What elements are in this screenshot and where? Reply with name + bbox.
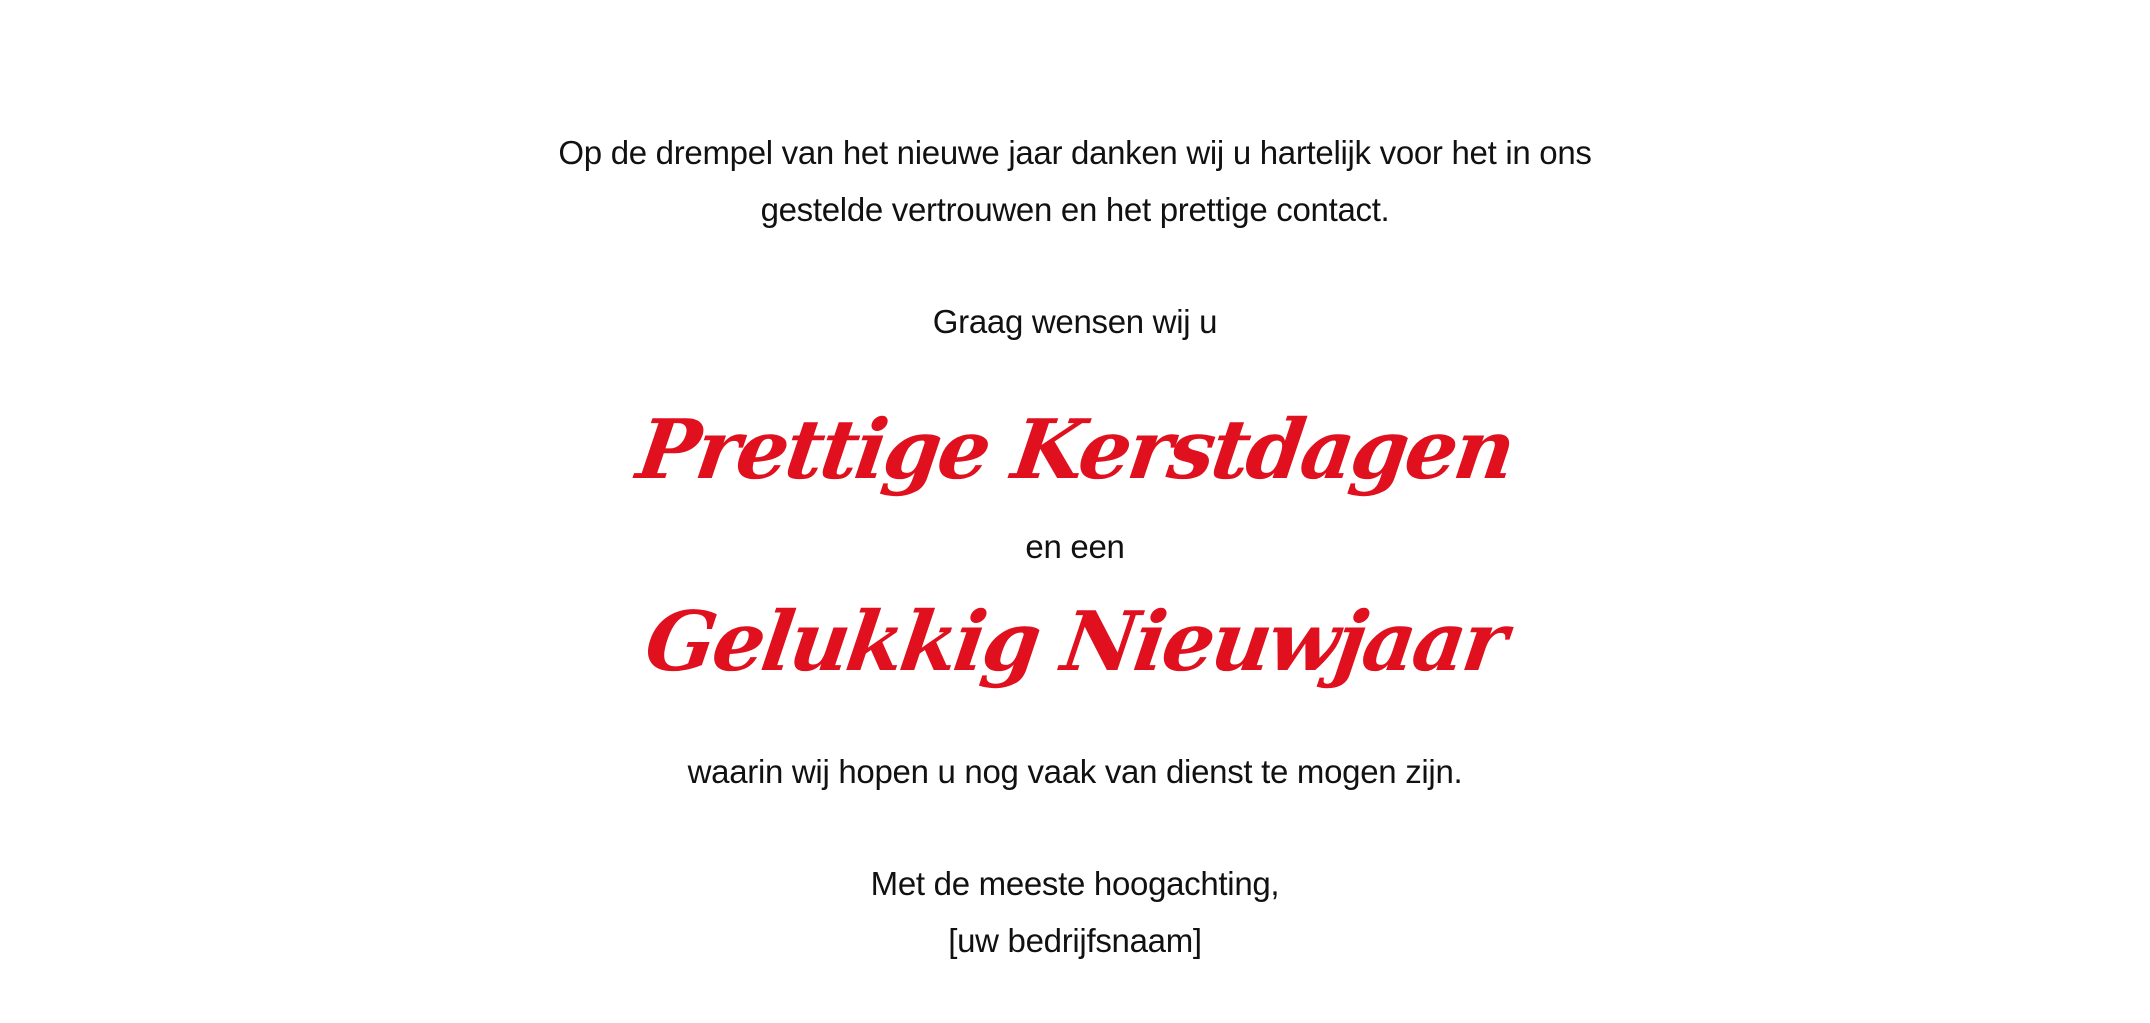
intro-text-line-1: Op de drempel van het nieuwe jaar danken wij u hartelijk voor het in ons (558, 134, 1592, 171)
salutation-text: Met de meeste hoogachting, (870, 865, 1280, 902)
wish-intro-text: Graag wensen wij u (932, 303, 1218, 340)
newyear-greeting-heading: Gelukkig Nieuwjaar (639, 594, 1511, 690)
closing-sentence: waarin wij hopen u nog vaak van dienst te mogen zijn. (687, 753, 1463, 790)
christmas-greeting-heading: Prettige Kerstdagen (631, 402, 1519, 498)
company-name-placeholder: [uw bedrijfsnaam] (948, 922, 1202, 959)
intro-text-line-2: gestelde vertrouwen en het prettige contact. (760, 191, 1390, 228)
connector-text: en een (1025, 528, 1125, 565)
